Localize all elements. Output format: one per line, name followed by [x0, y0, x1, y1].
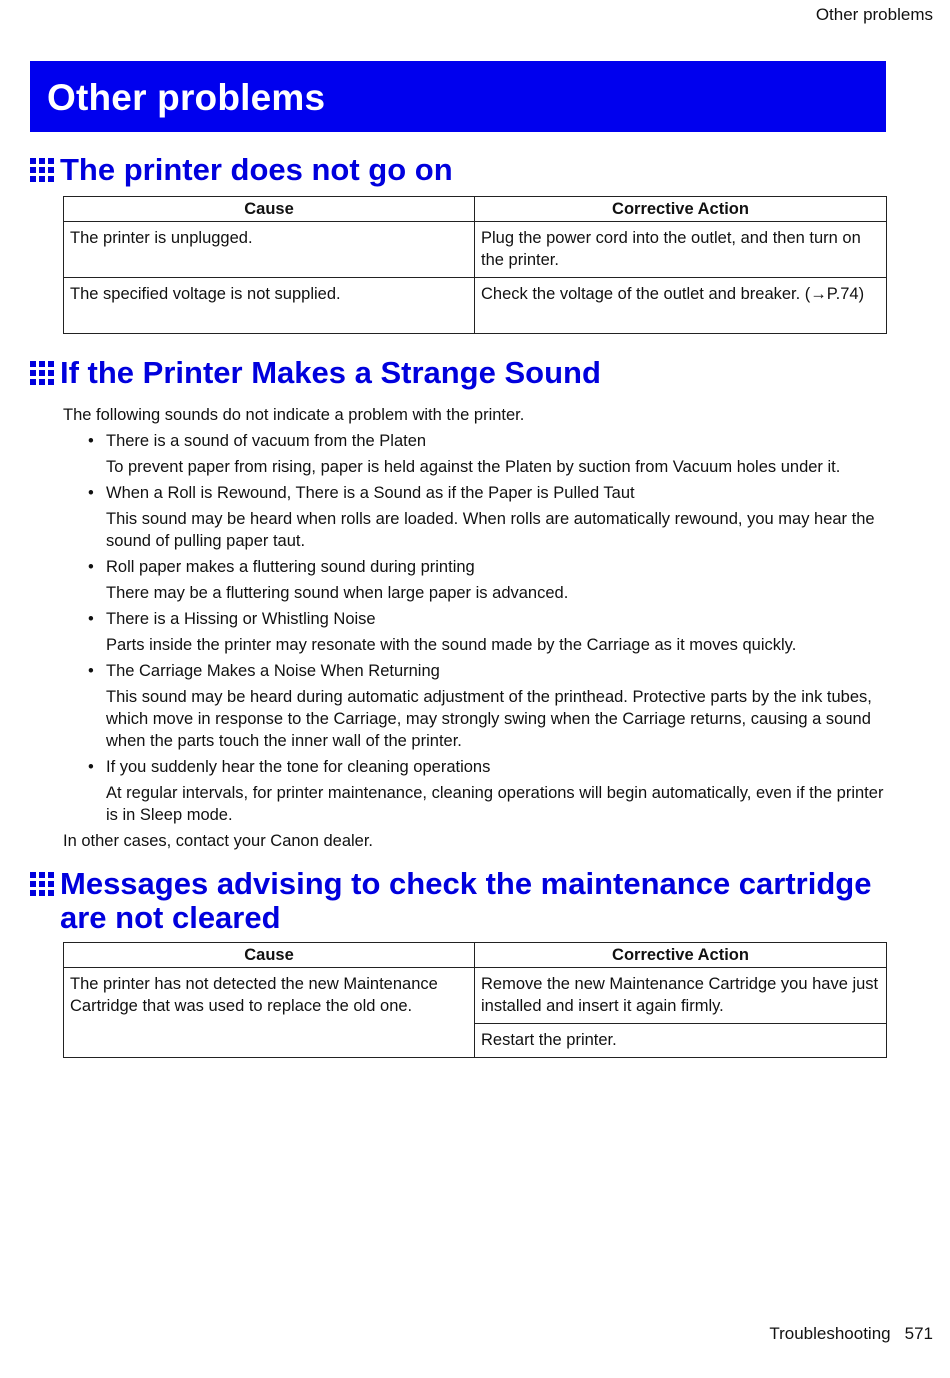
- page-number: 571: [904, 1324, 933, 1343]
- bullet-icon: •: [88, 662, 94, 680]
- table-header-row: [64, 197, 887, 222]
- item-description: At regular intervals, for printer maintenance, cleaning operations will begin automatically, even if the printer is in Sleep mode.: [106, 784, 884, 824]
- action-cell: Restart the printer.: [475, 1024, 887, 1058]
- section-title: If the Printer Makes a Strange Sound: [60, 355, 601, 390]
- item-title: There is a sound of vacuum from the Platen: [106, 432, 427, 450]
- item-description: This sound may be heard during automatic adjustment of the printhead. Protective parts by the ink tubes, which move in response to the Carriage, may strongly swing when the Carriage returns, causing a sound when the parts touch the inner wall of the printer.: [106, 688, 872, 750]
- list-item: [63, 756, 893, 826]
- section-title-line2: are not cleared: [60, 900, 281, 935]
- list-item: [63, 482, 893, 552]
- running-header: Other problems: [815, 5, 933, 24]
- item-title: The Carriage Makes a Noise When Returning: [106, 662, 440, 680]
- page-title-bar: [30, 61, 886, 132]
- bullet-icon: •: [88, 758, 94, 776]
- outro-text: In other cases, contact your Canon dealer.: [63, 832, 374, 850]
- intro-text: The following sounds do not indicate a problem with the printer.: [63, 406, 525, 424]
- table-row: [64, 222, 887, 278]
- item-description: There may be a fluttering sound when large paper is advanced.: [106, 584, 569, 602]
- table-row: [64, 278, 887, 334]
- item-description: This sound may be heard when rolls are loaded. When rolls are automatically rewound, you may hear the sound of pulling paper taut.: [106, 510, 875, 550]
- action-cell: Remove the new Maintenance Cartridge you have just installed and insert it again firmly.: [475, 968, 887, 1024]
- table-header-row: [64, 943, 887, 968]
- section-heading-strange-sound: [30, 356, 601, 390]
- bullet-icon: •: [88, 610, 94, 628]
- cause-cell: The specified voltage is not supplied.: [64, 278, 475, 334]
- list-item: [63, 430, 893, 478]
- bullet-icon: •: [88, 558, 94, 576]
- section-title: The printer does not go on: [60, 152, 453, 187]
- action-cell: Plug the power cord into the outlet, and then turn on the printer.: [475, 222, 887, 278]
- bullet-icon: •: [88, 432, 94, 450]
- list-item: [63, 608, 893, 656]
- header-cause: Cause: [64, 197, 475, 222]
- printer-not-on-table: [63, 196, 887, 334]
- cause-cell: The printer has not detected the new Maintenance Cartridge that was used to replace the old one.: [64, 968, 475, 1058]
- item-title: Roll paper makes a fluttering sound during printing: [106, 558, 475, 576]
- header-corrective-action: Corrective Action: [475, 197, 887, 222]
- section-heading-maintenance-cartridge: [30, 867, 871, 935]
- grid-icon: [30, 872, 54, 896]
- section-title-line1: Messages advising to check the maintenance cartridge: [60, 866, 872, 901]
- strange-sound-content: [63, 404, 893, 852]
- header-cause: Cause: [64, 943, 475, 968]
- footer-section: Troubleshooting: [769, 1324, 891, 1343]
- table-row: [64, 968, 887, 1024]
- bullet-icon: •: [88, 484, 94, 502]
- grid-icon: [30, 158, 54, 182]
- cause-cell: The printer is unplugged.: [64, 222, 475, 278]
- item-description: Parts inside the printer may resonate with the sound made by the Carriage as it moves quickly.: [106, 636, 797, 654]
- maintenance-cartridge-table: [63, 942, 887, 1058]
- action-cell: Check the voltage of the outlet and breaker. (→P.74): [475, 278, 887, 334]
- page-footer: [769, 1324, 933, 1344]
- item-title: If you suddenly hear the tone for cleaning operations: [106, 758, 491, 776]
- page-title: Other problems: [47, 77, 326, 118]
- section-title: [60, 867, 871, 935]
- list-item: [63, 660, 893, 752]
- grid-icon: [30, 361, 54, 385]
- item-description: To prevent paper from rising, paper is held against the Platen by suction from Vacuum holes under it.: [106, 458, 841, 476]
- section-heading-printer-not-on: [30, 153, 453, 187]
- item-title: When a Roll is Rewound, There is a Sound as if the Paper is Pulled Taut: [106, 484, 635, 502]
- list-item: [63, 556, 893, 604]
- header-corrective-action: Corrective Action: [475, 943, 887, 968]
- sound-list: [63, 430, 893, 826]
- item-title: There is a Hissing or Whistling Noise: [106, 610, 376, 628]
